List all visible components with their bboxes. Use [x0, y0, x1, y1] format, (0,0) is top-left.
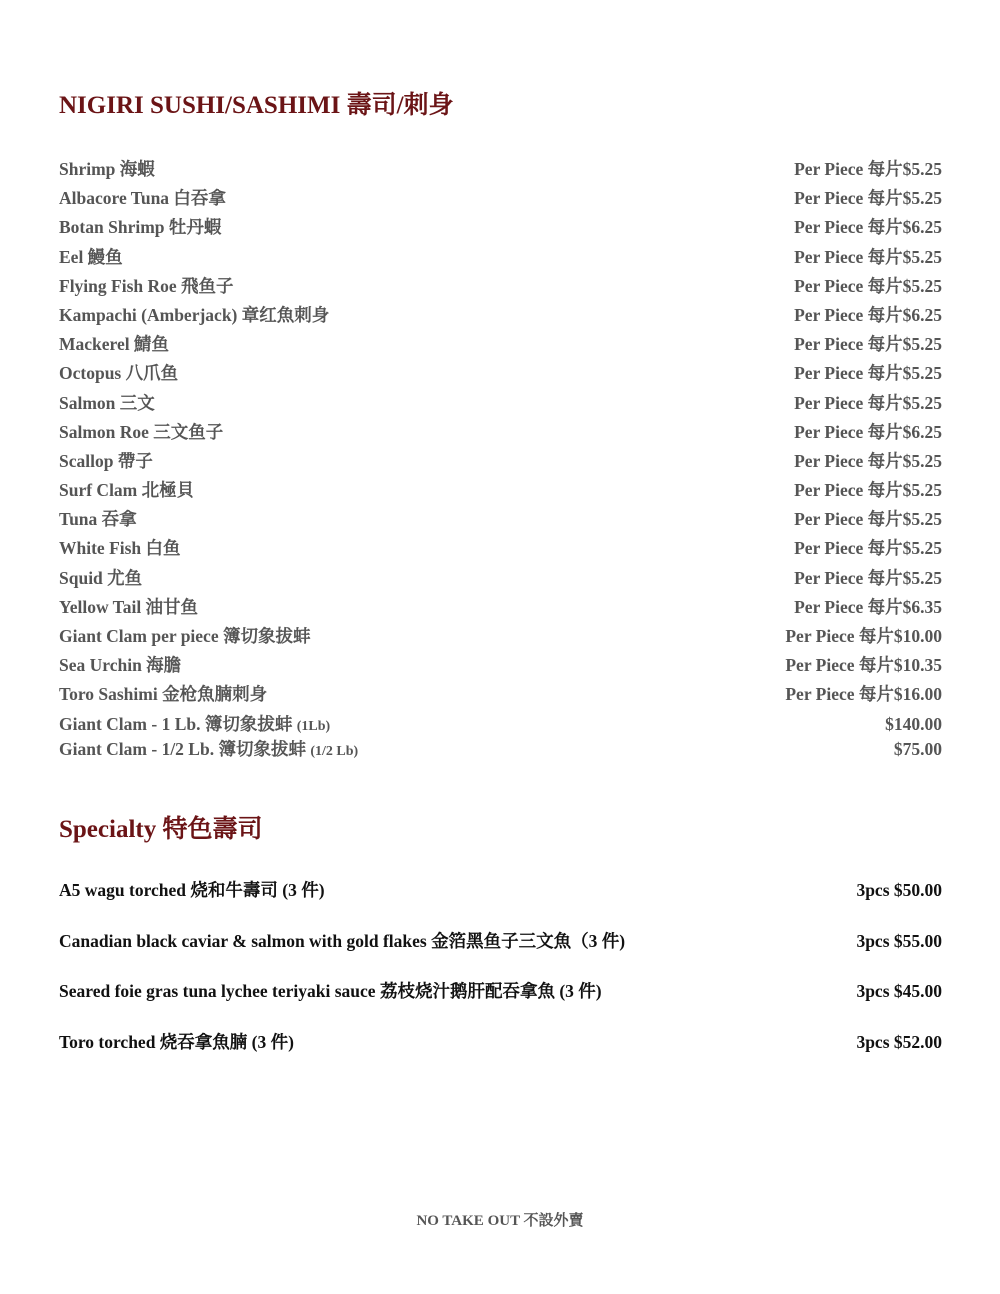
item-price: Per Piece 每片$5.25: [794, 450, 942, 471]
item-price: $140.00: [885, 713, 942, 734]
item-unit: (1Lb): [296, 718, 331, 734]
item-name: Tuna 吞拿: [59, 509, 137, 530]
item-price: Per Piece 每片$16.00: [785, 684, 942, 705]
item-name: Giant Clam - 1/2 Lb. 簿切象拔蚌: [59, 739, 306, 760]
item-price: Per Piece 每片$10.00: [785, 626, 942, 646]
item-name: Salmon 三文: [59, 392, 155, 413]
item-price: Per Piece 每片$5.25: [794, 392, 942, 413]
menu-item: [59, 390, 942, 419]
item-name: Toro Sashimi 金枪魚腩刺身: [59, 684, 268, 705]
item-name: Squid 尤鱼: [59, 567, 143, 588]
menu-item: [59, 360, 942, 389]
menu-item: [59, 711, 942, 737]
item-price: Per Piece 每片$5.25: [794, 480, 942, 501]
item-name: Botan Shrimp 牡丹蝦: [59, 217, 222, 238]
menu-item: [59, 623, 942, 652]
menu-item: [59, 273, 942, 302]
item-price: Per Piece 每片$5.25: [794, 538, 942, 559]
item-name: Albacore Tuna 白吞拿: [59, 188, 226, 209]
item-price: 3pcs $52.00: [856, 1031, 942, 1052]
item-name: Giant Clam - 1 Lb. 簿切象拔蚌: [59, 713, 293, 734]
item-price: Per Piece 每片$6.35: [794, 596, 942, 617]
menu-item: [59, 331, 942, 360]
menu-item: [59, 535, 942, 564]
item-unit: (1/2 Lb): [310, 744, 359, 760]
menu-item: [59, 214, 942, 243]
item-name: Mackerel 鯖鱼: [59, 334, 169, 355]
item-price: Per Piece 每片$5.25: [794, 509, 942, 530]
nigiri-section-title: NIGIRI SUSHI/SASHIMI 壽司/刺身: [59, 92, 454, 119]
item-name: Giant Clam per piece 簿切象拔蚌: [59, 626, 311, 646]
menu-item: [59, 594, 942, 623]
item-price: Per Piece 每片$6.25: [794, 421, 942, 442]
item-name: Kampachi (Amberjack) 章红魚刺身: [59, 304, 330, 325]
item-name: A5 wagu torched 烧和牛壽司 (3 件): [59, 880, 325, 900]
item-name: Flying Fish Roe 飛鱼子: [59, 275, 234, 296]
menu-item: [59, 302, 942, 331]
item-name: Scallop 帶子: [59, 450, 153, 471]
item-price: Per Piece 每片$5.25: [794, 567, 942, 588]
item-price: Per Piece 每片$5.25: [794, 275, 942, 296]
specialty-section-title: Specialty 特色壽司: [59, 816, 263, 843]
nigiri-menu-list: [59, 156, 942, 762]
item-price: Per Piece 每片$10.35: [785, 655, 942, 676]
specialty-item: [59, 928, 942, 979]
item-name: Surf Clam 北極貝: [59, 480, 195, 501]
item-name: White Fish 白鱼: [59, 538, 181, 559]
item-name: Salmon Roe 三文鱼子: [59, 421, 224, 442]
item-price: Per Piece 每片$6.25: [794, 304, 942, 325]
menu-item: [59, 156, 942, 185]
item-name: Octopus 八爪鱼: [59, 363, 179, 384]
item-price: Per Piece 每片$5.25: [794, 159, 942, 179]
specialty-item: [59, 978, 942, 1029]
item-price: Per Piece 每片$5.25: [794, 188, 942, 209]
item-price: $75.00: [893, 739, 942, 760]
item-price: Per Piece 每片$6.25: [794, 217, 942, 238]
specialty-item: [59, 877, 942, 928]
item-price: 3pcs $50.00: [856, 880, 942, 900]
no-takeout-notice: NO TAKE OUT 不設外賣: [416, 1213, 584, 1229]
menu-item: [59, 565, 942, 594]
specialty-item: [59, 1029, 942, 1080]
item-name: Toro torched 烧吞拿魚腩 (3 件): [59, 1031, 294, 1052]
item-price: 3pcs $45.00: [856, 981, 942, 1001]
item-price: Per Piece 每片$5.25: [794, 246, 942, 267]
menu-item: [59, 652, 942, 681]
menu-item: [59, 506, 942, 535]
menu-item: [59, 736, 942, 762]
item-name: Canadian black caviar & salmon with gold flakes 金箔黑鱼子三文魚（3 件): [59, 930, 626, 951]
item-price: Per Piece 每片$5.25: [794, 334, 942, 355]
item-price: Per Piece 每片$5.25: [794, 363, 942, 384]
item-name: Shrimp 海蝦: [59, 159, 155, 179]
item-name: Seared foie gras tuna lychee teriyaki sauce 荔枝烧汁鹅肝配吞拿魚 (3 件): [59, 981, 602, 1001]
item-name: Sea Urchin 海膽: [59, 655, 182, 676]
menu-item: [59, 681, 942, 710]
menu-item: [59, 448, 942, 477]
item-name: Yellow Tail 油甘鱼: [59, 596, 199, 617]
specialty-menu-list: [59, 877, 942, 1079]
menu-item: [59, 477, 942, 506]
item-name: Eel 鰻鱼: [59, 246, 123, 267]
menu-item: [59, 419, 942, 448]
item-price: 3pcs $55.00: [856, 930, 942, 951]
menu-item: [59, 185, 942, 214]
menu-item: [59, 244, 942, 273]
